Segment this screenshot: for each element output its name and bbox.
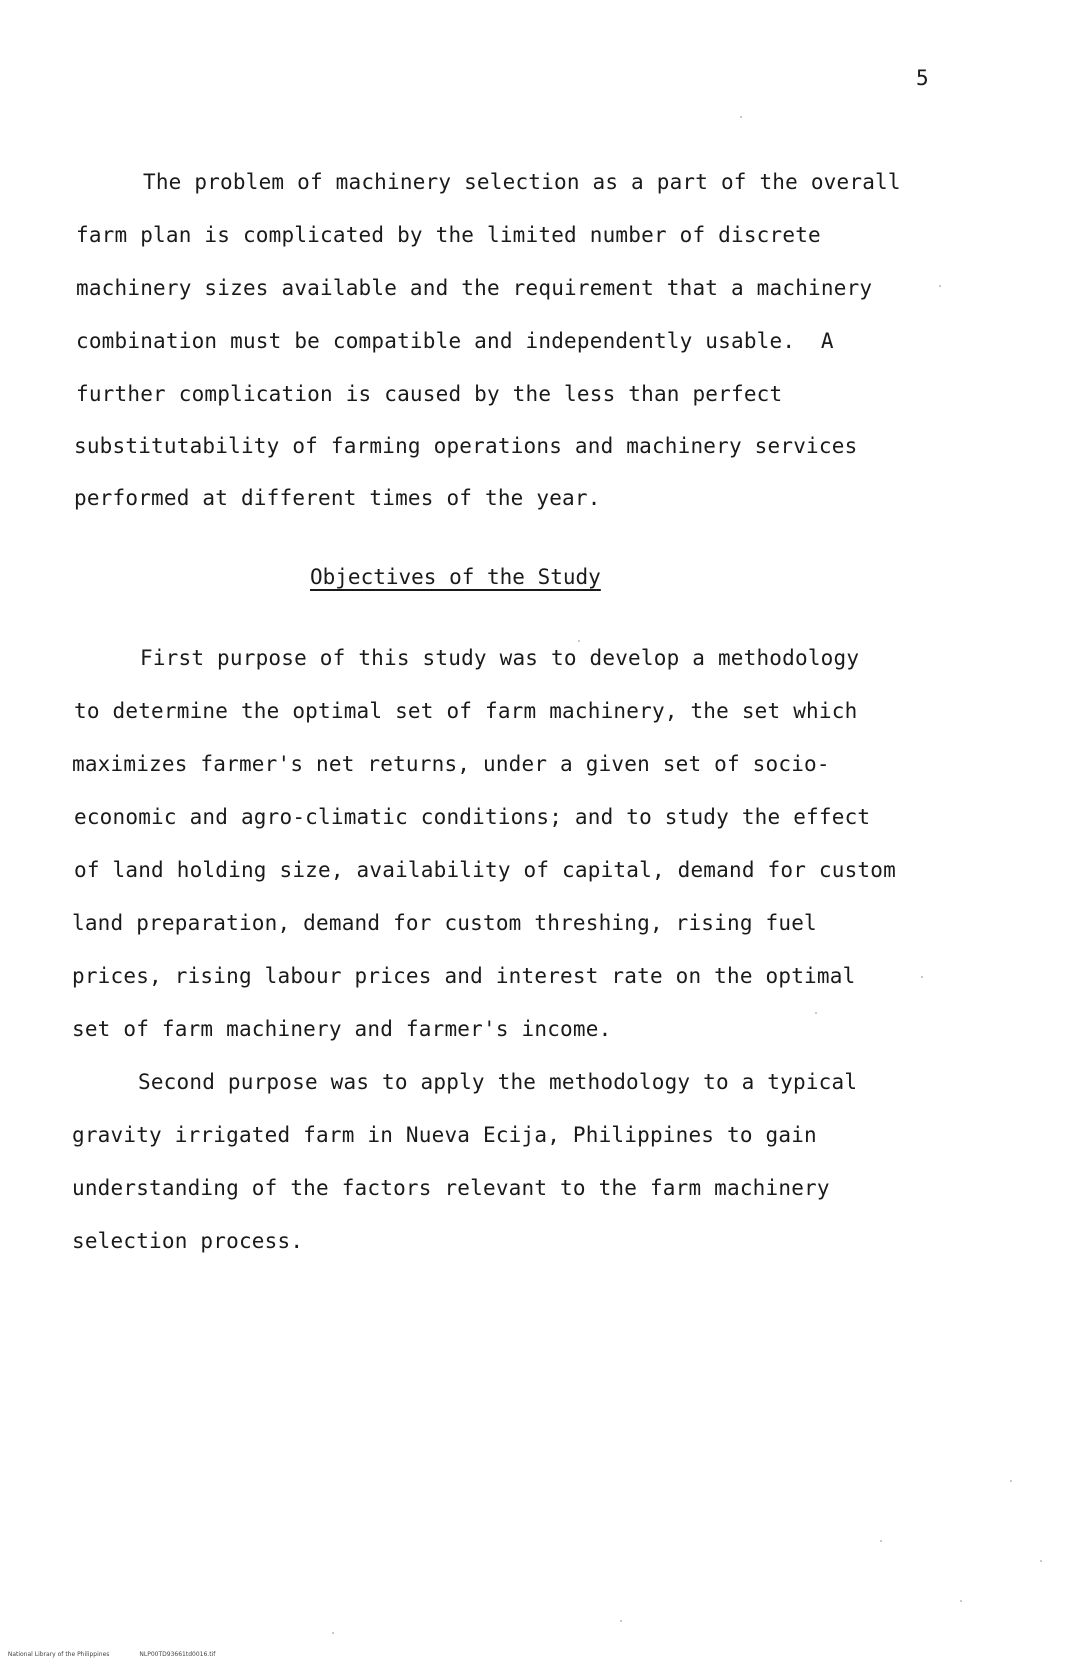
text-line: understanding of the factors relevant to the farm machinery	[72, 1176, 830, 1200]
text-line: First purpose of this study was to develop a methodology	[140, 646, 860, 670]
text-line: maximizes farmer's net returns, under a given set of socio-	[72, 752, 830, 776]
page-number: 5	[916, 66, 929, 90]
text-line: machinery sizes available and the requirement that a machinery	[76, 276, 873, 300]
text-line: selection process.	[72, 1229, 304, 1253]
text-line: land preparation, demand for custom threshing, rising fuel	[72, 911, 817, 935]
text-line: performed at different times of the year.	[74, 486, 601, 510]
scan-footer	[4, 1644, 245, 1658]
section-heading: Objectives of the Study	[310, 565, 601, 589]
text-line: of land holding size, availability of capital, demand for custom	[74, 858, 896, 882]
text-line: substitutability of farming operations and machinery services	[74, 434, 858, 458]
text-line: economic and agro-climatic conditions; and to study the effect	[74, 805, 871, 829]
text-line: prices, rising labour prices and interest rate on the optimal	[72, 964, 856, 988]
footer-file-id: NLP00TD93661td0016.tif	[139, 1651, 216, 1658]
text-line: to determine the optimal set of farm machinery, the set which	[74, 699, 858, 723]
text-line: The problem of machinery selection as a part of the overall	[143, 170, 901, 194]
text-line: gravity irrigated farm in Nueva Ecija, Philippines to gain	[72, 1123, 817, 1147]
text-line: further complication is caused by the less than perfect	[76, 382, 783, 406]
text-line: farm plan is complicated by the limited number of discrete	[76, 223, 821, 247]
text-line: set of farm machinery and farmer's income.	[72, 1017, 612, 1041]
text-line: combination must be compatible and independently usable. A	[76, 329, 834, 353]
text-line: Second purpose was to apply the methodology to a typical	[138, 1070, 858, 1094]
footer-library: National Library of the Philippines	[7, 1651, 110, 1658]
